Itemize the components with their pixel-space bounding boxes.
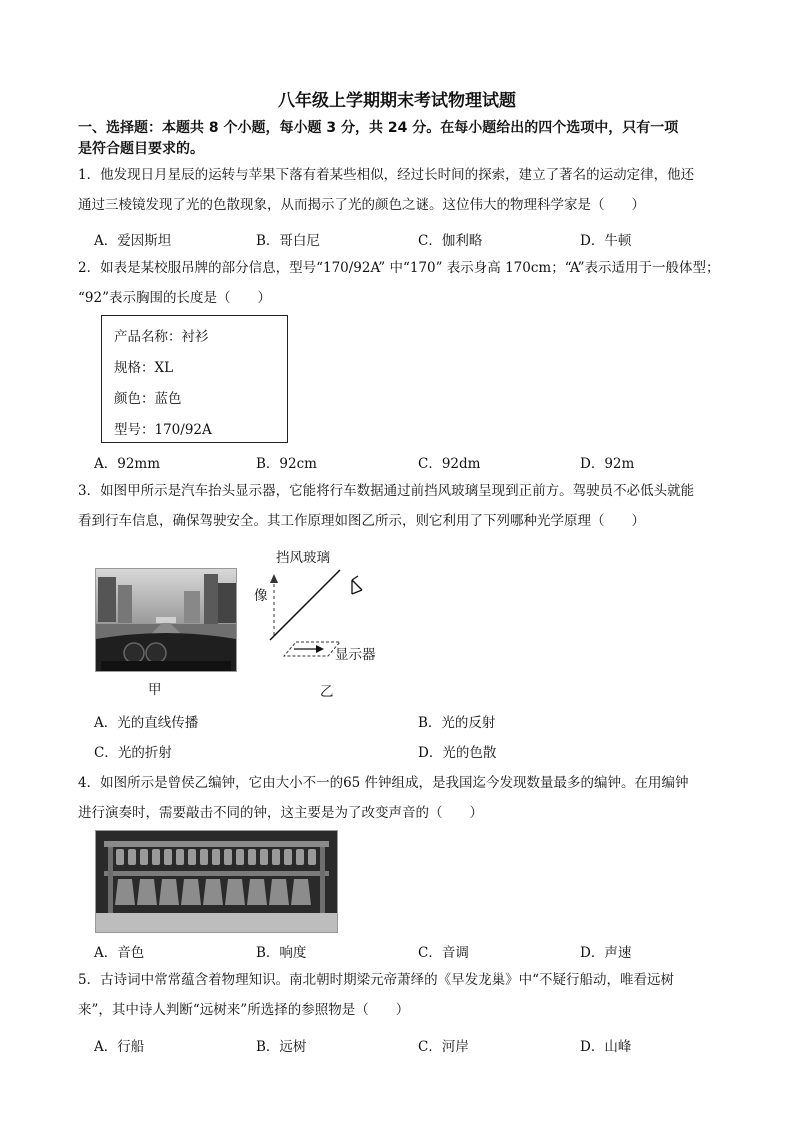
figure-label-yi: 乙 — [320, 684, 334, 700]
q3-option-d[interactable]: D．光的色散 — [418, 745, 497, 761]
figure-label-jia: 甲 — [148, 682, 162, 698]
q4-option-c[interactable]: C．音调 — [418, 945, 469, 961]
question-4 — [78, 768, 778, 828]
display-label: 显示器 — [335, 647, 376, 663]
windshield-label: 挡风玻璃 — [276, 550, 330, 566]
q2-option-d[interactable]: D．92m — [580, 456, 635, 472]
q3-option-c[interactable]: C．光的折射 — [94, 745, 172, 761]
q3-option-b[interactable]: B．光的反射 — [418, 715, 496, 731]
q4-line2: 进行演奏时，需要敲击不同的钟，这主要是为了改变声音的（ ） — [78, 805, 483, 821]
q5-option-b[interactable]: B．远树 — [256, 1039, 307, 1055]
section-heading-line1: 一、选择题：本题共 8 个小题，每小题 3 分，共 24 分。在每小题给出的四个选项中，只有一项 — [78, 120, 679, 136]
q4-option-b[interactable]: B．响度 — [256, 945, 307, 961]
section-heading-line2: 是符合题目要求的。 — [78, 141, 204, 157]
hud-photo — [95, 568, 237, 672]
q1-line2: 通过三棱镜发现了光的色散现象，从而揭示了光的颜色之谜。这位伟大的物理科学家是（ ） — [78, 197, 645, 213]
q5-line1: 5．古诗词中常常蕴含着物理知识。南北朝时期梁元帝萧绎的《早发龙巢》中“不疑行船动，唯看远树 — [78, 972, 674, 988]
page-title: 八年级上学期期末考试物理试题 — [278, 91, 516, 111]
q5-option-c[interactable]: C．河岸 — [418, 1039, 469, 1055]
q3-line1: 3．如图甲所示是汽车抬头显示器，它能将行车数据通过前挡风玻璃呈现到正前方。驾驶员不必低头就能 — [78, 483, 695, 499]
q3-option-a[interactable]: A．光的直线传播 — [94, 715, 199, 731]
q5-line2: 来”，其中诗人判断“远树来”所选择的参照物是（ ） — [78, 1002, 410, 1018]
tag-model: 型号：170/92A — [114, 422, 212, 438]
q5-option-d[interactable]: D．山峰 — [580, 1039, 632, 1055]
question-3 — [78, 476, 778, 536]
eye-icon — [352, 576, 362, 594]
tag-product-name: 产品名称：衬衫 — [114, 329, 209, 345]
q4-line1: 4．如图所示是曾侯乙编钟，它由大小不一的65 件钟组成，是我国迄今发现数量最多的编钟。在用编钟 — [78, 775, 689, 791]
q1-option-d[interactable]: D．牛顿 — [580, 233, 632, 249]
q1-option-a[interactable]: A．爱因斯坦 — [94, 233, 172, 249]
q3-line2: 看到行车信息，确保驾驶安全。其工作原理如图乙所示，则它利用了下列哪种光学原理（ ） — [78, 513, 645, 529]
q2-option-c[interactable]: C．92dm — [418, 456, 481, 472]
q2-option-a[interactable]: A．92mm — [94, 456, 161, 472]
q1-option-c[interactable]: C．伽利略 — [418, 233, 483, 249]
q4-option-a[interactable]: A．音色 — [94, 945, 145, 961]
q1-line1: 1．他发现日月星辰的运转与苹果下落有着某些相似，经过长时间的探索，建立了著名的运动定律，他还 — [78, 167, 695, 183]
windshield-line — [270, 570, 340, 640]
section-heading — [78, 118, 778, 160]
tag-color: 颜色：蓝色 — [114, 391, 182, 407]
question-1 — [78, 160, 778, 220]
q4-option-d[interactable]: D．声速 — [580, 945, 632, 961]
q5-option-a[interactable]: A．行船 — [94, 1039, 145, 1055]
clothing-tag-box — [101, 315, 288, 443]
chime-bells-photo — [95, 830, 338, 933]
q1-option-b[interactable]: B．哥白尼 — [256, 233, 320, 249]
q2-line1: 2．如表是某校服吊牌的部分信息，型号“170/92A” 中“170” 表示身高 170cm；“A”表示适用于一般体型； — [78, 260, 720, 276]
q2-line2: “92”表示胸围的长度是（ ） — [78, 290, 271, 306]
question-5 — [78, 965, 778, 1025]
image-label: 像 — [254, 588, 268, 604]
q2-option-b[interactable]: B．92cm — [256, 456, 317, 472]
question-2 — [78, 253, 778, 313]
tag-size: 规格：XL — [114, 360, 174, 376]
